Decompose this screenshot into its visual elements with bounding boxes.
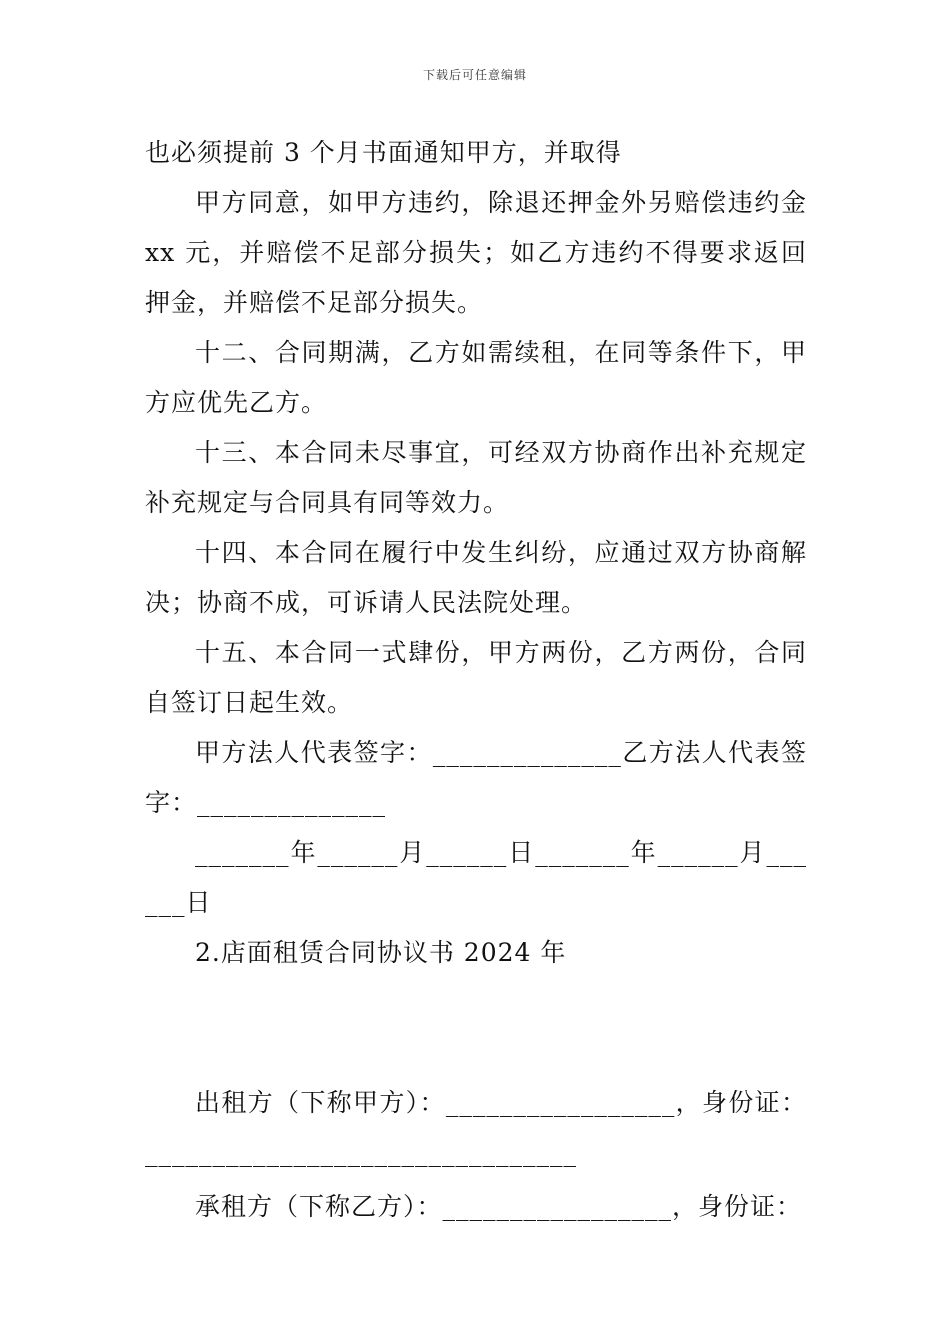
paragraph-clause-13: 十三、本合同未尽事宜，可经双方协商作出补充规定补充规定与合同具有同等效力。 — [145, 438, 807, 517]
paragraph-breach-clause: 甲方同意，如甲方违约，除退还押金外另赔偿违约金 xx 元，并赔偿不足部分损失；如乙方违约不得要求返回押金，并赔偿不足部分损失。 — [145, 188, 807, 317]
document-body — [145, 128, 807, 1232]
date-line: _______年______月______日_______年______月______日 — [145, 838, 807, 917]
paragraph-clause-12: 十二、合同期满，乙方如需续租，在同等条件下，甲方应优先乙方。 — [145, 338, 807, 417]
paragraph-continuation: 也必须提前 3 个月书面通知甲方，并取得 — [145, 138, 622, 167]
paragraph-clause-14: 十四、本合同在履行中发生纠纷，应通过双方协商解决；协商不成，可诉请人民法院处理。 — [145, 538, 807, 617]
paragraph-clause-15: 十五、本合同一式肆份，甲方两份，乙方两份，合同自签订日起生效。 — [145, 638, 807, 717]
page-header: 下载后可任意编辑 — [422, 68, 527, 82]
lessor-line: 出租方（下称甲方）：_________________，身份证：________________________________ — [145, 1088, 807, 1167]
section-title: 2.店面租赁合同协议书 2024 年 — [195, 938, 567, 967]
lessee-line: 承租方（下称乙方）：_________________，身份证： — [195, 1192, 803, 1221]
signature-line: 甲方法人代表签字：______________乙方法人代表签字：______________ — [145, 738, 807, 817]
spacer — [145, 978, 807, 1078]
